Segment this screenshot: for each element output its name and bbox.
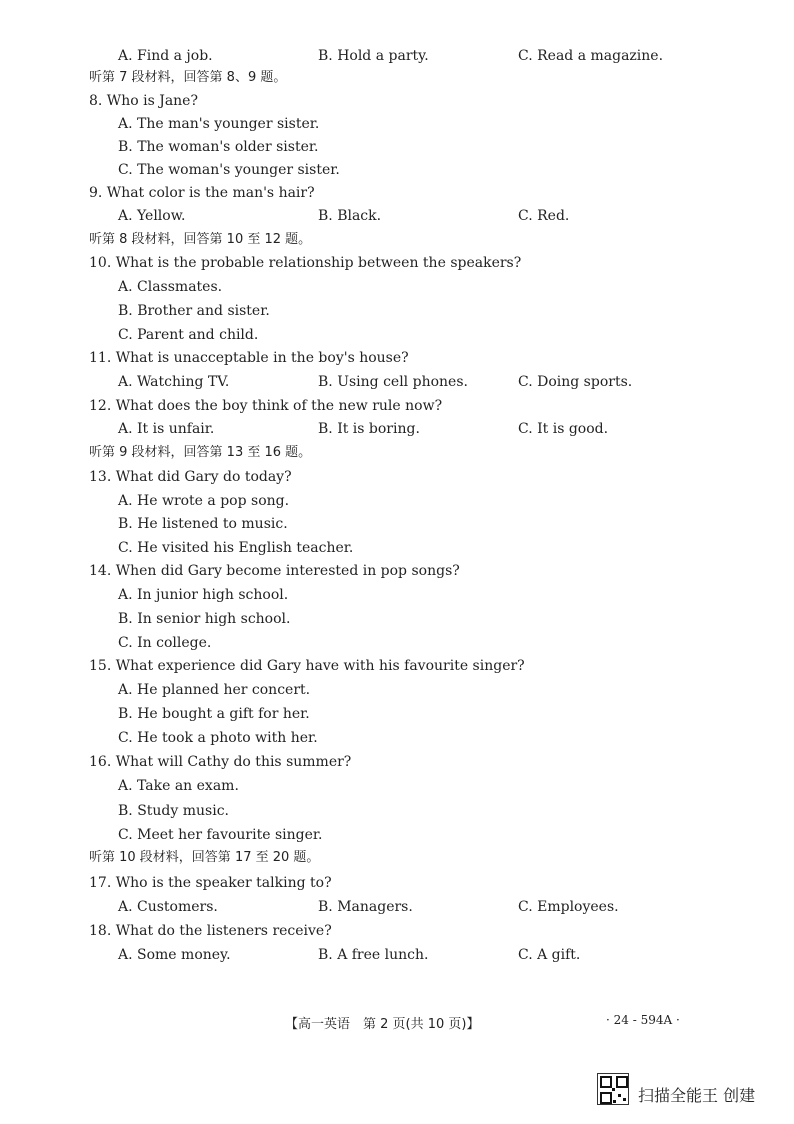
question-stem: 16. What will Cathy do this summer?: [89, 754, 352, 770]
answer-option: A. The man's younger sister.: [118, 116, 320, 132]
question-stem: 13. What did Gary do today?: [89, 469, 292, 485]
answer-option: C. In college.: [118, 635, 212, 651]
answer-option: C. The woman's younger sister.: [118, 162, 340, 178]
answer-option: A. Yellow.: [118, 208, 186, 224]
answer-option: B. Managers.: [318, 899, 413, 915]
question-stem: 10. What is the probable relationship between the speakers?: [89, 255, 522, 271]
answer-option: A. Classmates.: [118, 279, 223, 295]
question-stem: 12. What does the boy think of the new rule now?: [89, 398, 443, 414]
answer-option: A. In junior high school.: [118, 587, 289, 603]
answer-option: C. He took a photo with her.: [118, 730, 318, 746]
page-footer-title: 【高一英语 第 2 页(共 10 页)】: [285, 1017, 480, 1032]
question-stem: 17. Who is the speaker talking to?: [89, 875, 332, 891]
answer-option: C. A gift.: [518, 947, 581, 963]
section-instruction: 听第 9 段材料，回答第 13 至 16 题。: [89, 445, 312, 460]
answer-option: B. In senior high school.: [118, 611, 291, 627]
answer-option: B. The woman's older sister.: [118, 139, 319, 155]
answer-option: A. He wrote a pop song.: [118, 493, 290, 509]
answer-option: B. A free lunch.: [318, 947, 429, 963]
answer-option: B. Brother and sister.: [118, 303, 270, 319]
question-stem: 11. What is unacceptable in the boy's house?: [89, 350, 409, 366]
page-footer-code: · 24 - 594A ·: [606, 1013, 680, 1027]
question-stem: 14. When did Gary become interested in pop songs?: [89, 563, 460, 579]
answer-option: C. It is good.: [518, 421, 609, 437]
answer-option: C. Red.: [518, 208, 570, 224]
answer-option: B. It is boring.: [318, 421, 420, 437]
answer-option: C. Parent and child.: [118, 327, 259, 343]
answer-option: C. Doing sports.: [518, 374, 633, 390]
answer-option: B. Black.: [318, 208, 382, 224]
scan-watermark-label: 扫描全能王 创建: [638, 1086, 756, 1105]
answer-option: A. Take an exam.: [118, 778, 239, 794]
question-stem: 18. What do the listeners receive?: [89, 923, 332, 939]
answer-option: A. Some money.: [118, 947, 231, 963]
answer-option: B. Using cell phones.: [318, 374, 468, 390]
answer-option: B. Study music.: [118, 803, 229, 819]
answer-option: A. It is unfair.: [118, 421, 215, 437]
question-stem: 8. Who is Jane?: [89, 93, 198, 109]
answer-option: A. He planned her concert.: [118, 682, 311, 698]
section-instruction: 听第 7 段材料，回答第 8、9 题。: [89, 70, 287, 85]
section-instruction: 听第 8 段材料，回答第 10 至 12 题。: [89, 232, 312, 247]
answer-option: C. Employees.: [518, 899, 619, 915]
answer-option: A. Find a job.: [118, 48, 213, 64]
answer-option: A. Watching TV.: [118, 374, 230, 390]
answer-option: B. He listened to music.: [118, 516, 288, 532]
answer-option: B. Hold a party.: [318, 48, 429, 64]
question-stem: 9. What color is the man's hair?: [89, 185, 315, 201]
qr-code-icon: [597, 1073, 629, 1105]
answer-option: B. He bought a gift for her.: [118, 706, 310, 722]
answer-option: C. He visited his English teacher.: [118, 540, 354, 556]
section-instruction: 听第 10 段材料，回答第 17 至 20 题。: [89, 850, 320, 865]
answer-option: A. Customers.: [118, 899, 218, 915]
question-stem: 15. What experience did Gary have with his favourite singer?: [89, 658, 525, 674]
answer-option: C. Read a magazine.: [518, 48, 664, 64]
answer-option: C. Meet her favourite singer.: [118, 827, 323, 843]
